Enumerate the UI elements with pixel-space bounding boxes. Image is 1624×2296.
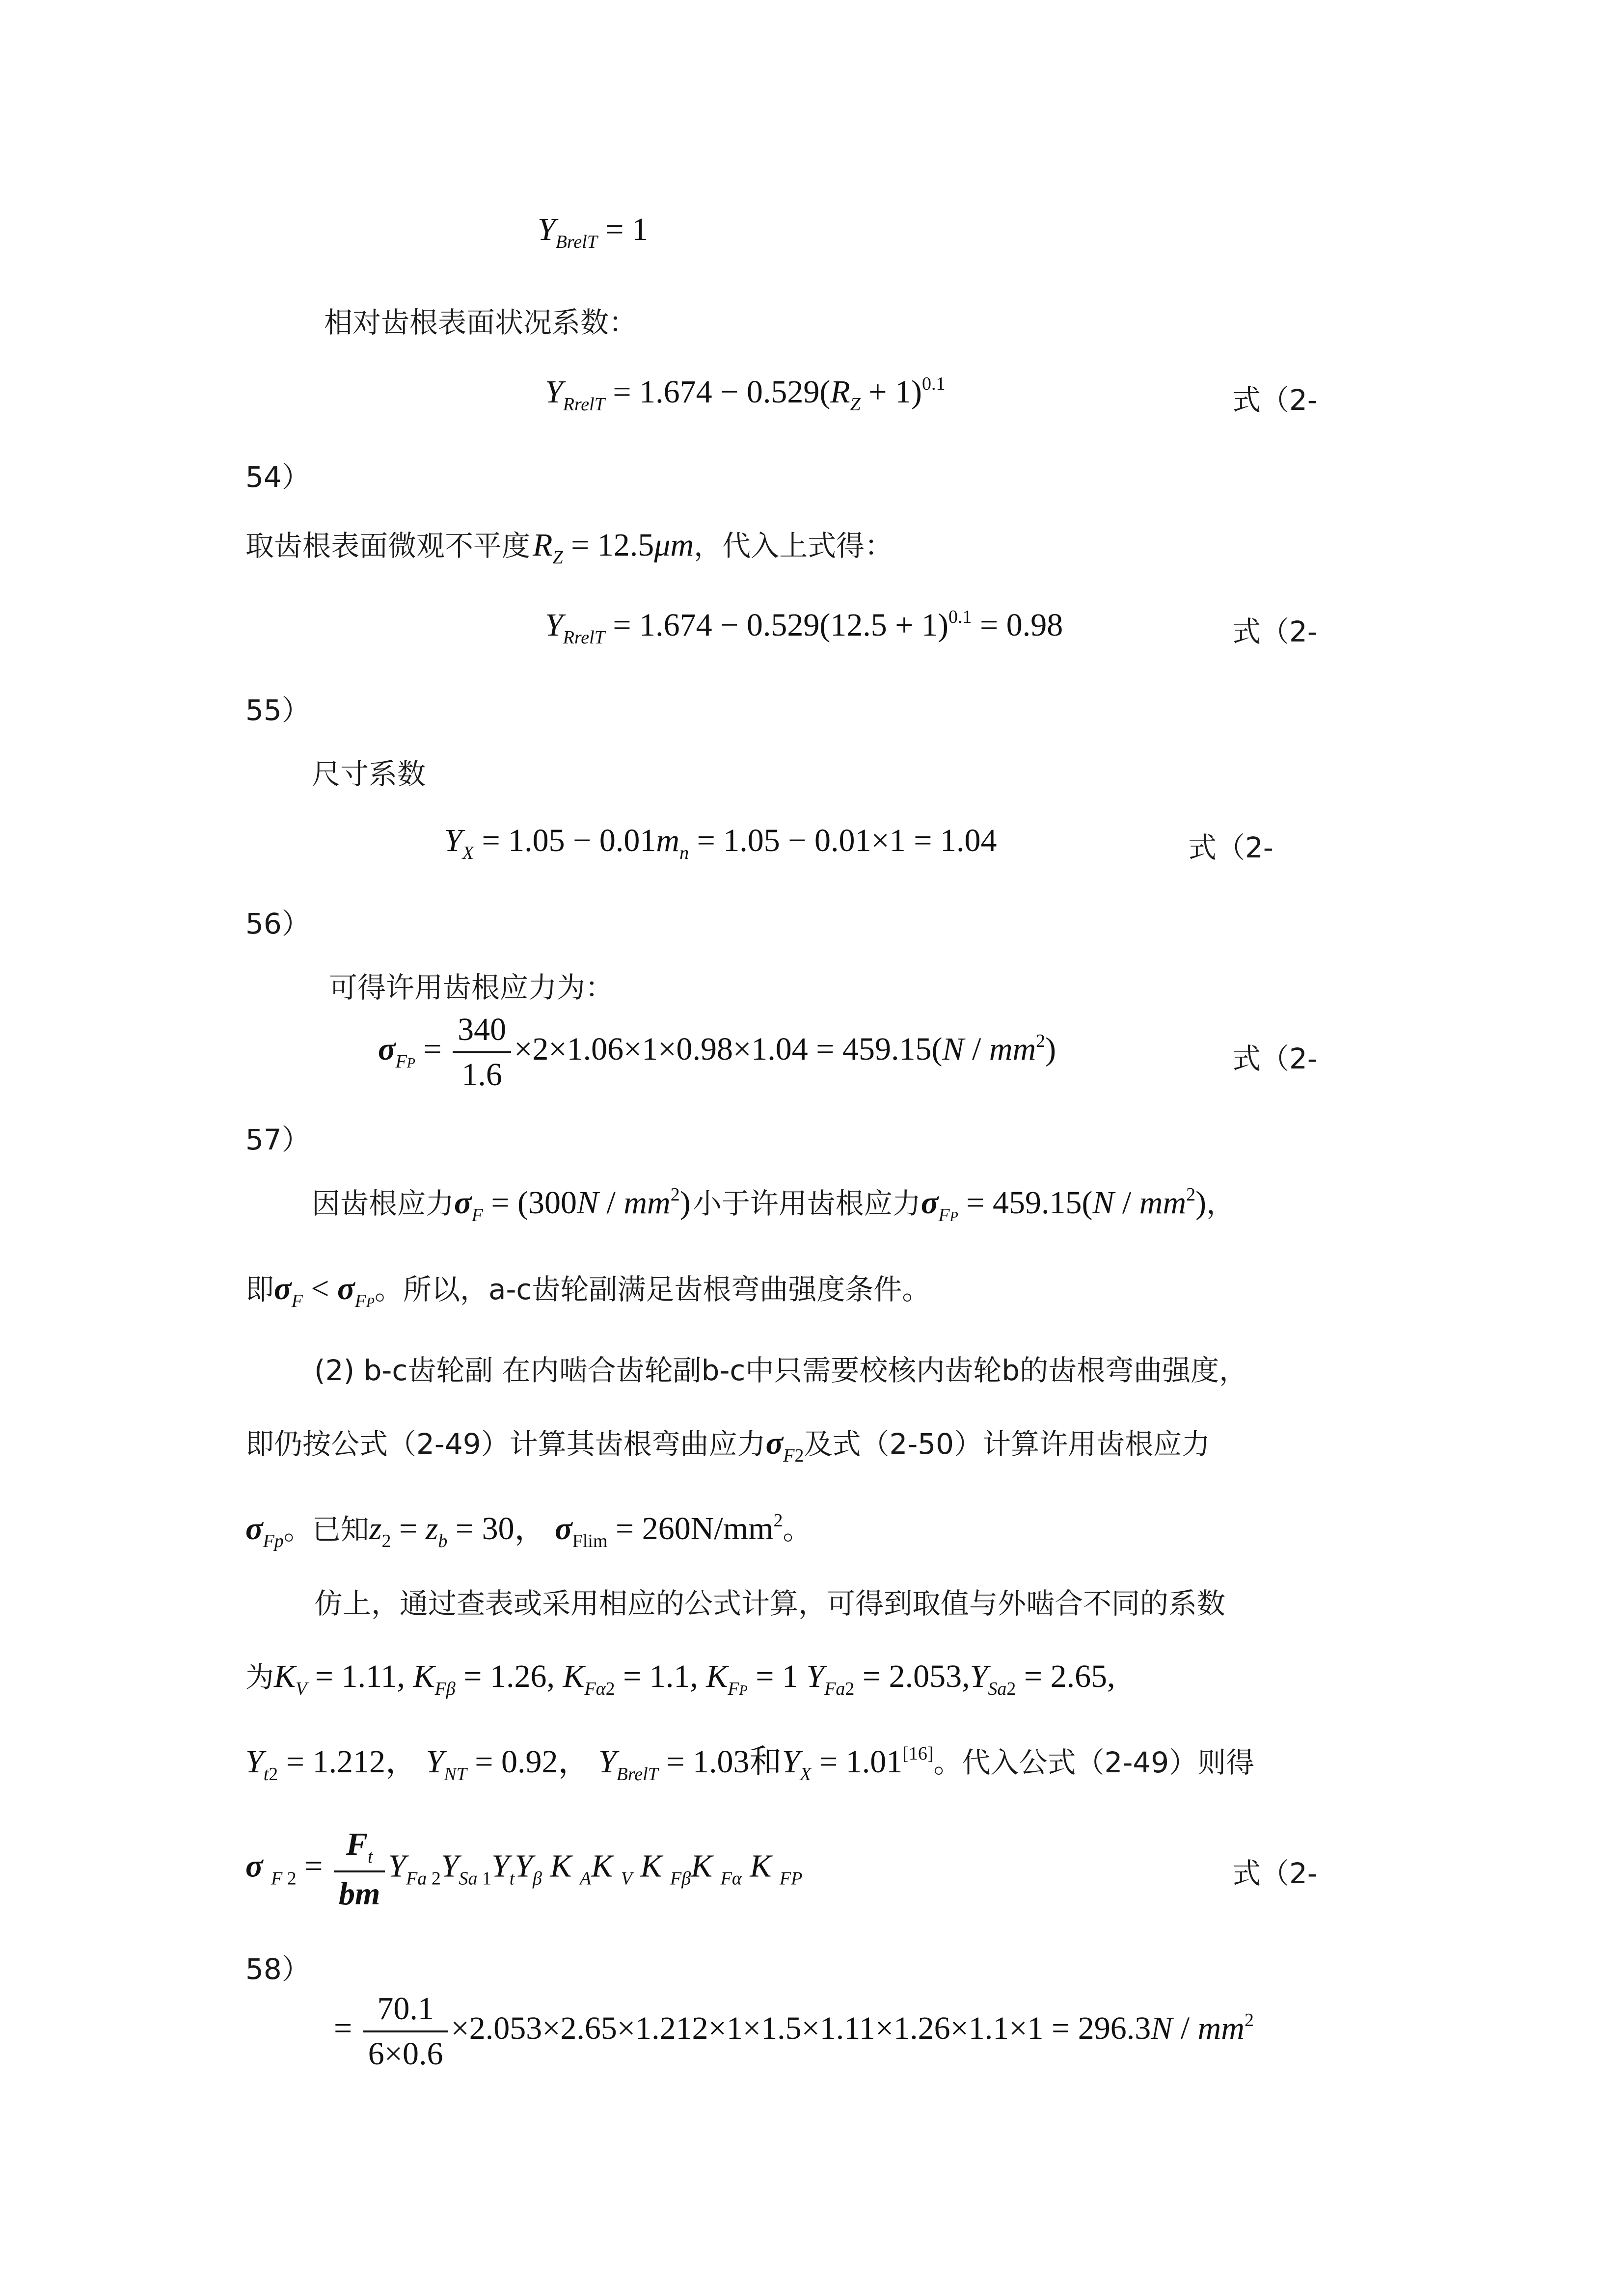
rz-text: 取齿根表面微观不平度 [245, 529, 531, 562]
kfp-value: = 1 [756, 1658, 798, 1694]
fraction-340-1.6 [453, 1011, 511, 1094]
paragraph-coefficients-2: $Y_{t2} = 1.212$， $Y_{NT} = 0.92$， $Y_{BrelT} = 1.03$和$Y_X = 1.01[16]$。代入公式（2-49）则得 [245, 1743, 1255, 1785]
equation-number-suffix: 55） [245, 694, 310, 727]
p1-allow: = 459.15( [966, 1185, 1093, 1221]
eq56-result: = 1.05 − 0.01×1 = 1.04 [697, 823, 997, 858]
paragraph-known: $\sigma_{Fp}$。已知$z_2 = z_b = 30$， $\sigma_{Flim} = 260N/mm^2$。 [245, 1510, 812, 1551]
equation-number-suffix: 54） [245, 460, 310, 494]
yfa-value: = 2.053, [862, 1658, 970, 1694]
p7-text: 为 [245, 1660, 274, 1694]
equation-2-58-result: = $\frac{70.1}{6\times 0.6}$ $\times 2.053\times 2.65\times 1.212\times 1\times 1.5\times 1.11\times 1.26\times 1.1\times 1 = 296.3N / mm^2$ [334, 1991, 1254, 2072]
rz-value: = 12.5 [571, 527, 654, 563]
equation-2-55: $Y_{RrelT} = 1.674 - 0.529(12.5 + 1)^{0.1} = 0.98$ [545, 607, 1063, 648]
equation-number-suffix: 58） [245, 1952, 310, 1986]
eq54-body: = 1.674 − 0.529( [613, 374, 831, 410]
p4-text-tail: 及式（2-50）计算许用齿根应力 [804, 1427, 1211, 1461]
label-size-factor: 尺寸系数 [312, 757, 426, 791]
kv-value: = 1.11, [315, 1658, 406, 1694]
ysa-value: = 2.65, [1024, 1658, 1115, 1694]
equation-number-prefix: 式（2- [1232, 383, 1318, 417]
equation-2-58: σ $_{F 2}$ = $\frac{F_t}{bm}$ $Y_{Fa 2}Y_{Sa 1}Y_tY_\beta$ K $_A$K $_V$ K $_{F\beta}$K $_{F\alpha}$ K $_{FP}$ [245, 1826, 803, 1912]
equation-number-prefix: 式（2- [1188, 831, 1273, 864]
paragraph-rz: 取齿根表面微观不平度 $R_Z = 12.5\mu m$，代入上式得： [245, 527, 893, 568]
rz-text-tail: ，代入上式得： [694, 529, 893, 562]
fraction-ft-bm: $\frac{F_t}{bm}$ [334, 1826, 385, 1913]
eq55-body: = 1.674 − 0.529(12.5 + 1) [613, 607, 948, 643]
kfa-value: = 1.1, [623, 1658, 698, 1694]
paragraph-bc-gear: (2) b-c齿轮副 在内啮合齿轮副b-c中只需要校核内齿轮b的齿根弯曲强度， [314, 1354, 1248, 1387]
yx-value: = 1.01 [819, 1744, 903, 1780]
equation-number-prefix: 式（2- [1232, 1042, 1318, 1075]
fraction-numerator: 70.1 [363, 1990, 448, 2032]
p5-sigma-lim: = 260N/mm [616, 1511, 774, 1547]
p5-period: 。 [783, 1513, 812, 1546]
p1-comma: ， [1206, 1187, 1235, 1220]
equation-number-prefix: 式（2- [1232, 1857, 1318, 1890]
paragraph-coefficients-intro: 仿上，通过查表或采用相应的公式计算，可得到取值与外啮合不同的系数 [314, 1587, 1226, 1620]
label-surface-factor: 相对齿根表面状况系数： [324, 306, 638, 339]
label-allowable-stress: 可得许用齿根应力为： [329, 971, 614, 1004]
p1-text: 因齿根应力 [312, 1187, 455, 1220]
ynt-value: = 0.92， [475, 1744, 591, 1780]
p5-text: 。已知 [283, 1513, 369, 1546]
eq57-body: ×2×1.06×1×0.98×1.04 = 459.15( [514, 1031, 943, 1068]
eq54-exponent: 0.1 [921, 374, 946, 394]
equation-2-56: $Y_X = 1.05 - 0.01m_n = 1.05 - 0.01\times 1 = 1.04$ [444, 823, 997, 863]
paragraph-conclusion: 即$\sigma_F < \sigma_{FP}$。所以，a-c齿轮副满足齿根弯曲强度条件。 [245, 1271, 931, 1311]
fraction-70.1-3.6 [363, 1990, 448, 2073]
yt-value: = 1.212， [286, 1744, 418, 1780]
equation-number-prefix: 式（2- [1232, 615, 1318, 648]
p8-text-tail: 。代入公式（2-49）则得 [933, 1746, 1255, 1779]
p5-z-value: = 30， [455, 1511, 547, 1547]
paragraph-stress-compare: 因齿根应力$\sigma_F = (300N / mm^2)$ 小于许用齿根应力$\sigma_{FP} = 459.15(N / mm^2)$， [312, 1184, 1235, 1226]
fraction-denominator: 1.6 [461, 1057, 502, 1093]
p1-stress: = (300 [491, 1185, 577, 1221]
fraction-denominator: 6×0.6 [368, 2036, 443, 2072]
p4-text: 即仍按公式（2-49）计算其齿根弯曲应力 [245, 1427, 766, 1461]
equation-2-57: $\sigma_{FP}$ = $\frac{340}{1.6}$ $\times 2\times 1.06\times 1\times 0.98\times 1.04 = 459.15(N / mm^2)$ [378, 1012, 1056, 1093]
equation-number-suffix: 56） [245, 907, 310, 940]
equation-2-54: $Y_{RrelT} = 1.674 - 0.529(R_Z + 1)^{0.1}$ [545, 374, 946, 415]
p2-text: 即 [245, 1273, 274, 1306]
paragraph-formula-ref: 即仍按公式（2-49）计算其齿根弯曲应力$\sigma_{F2}$及式（2-50）计算许用齿根应力 [245, 1425, 1211, 1466]
paragraph-coefficients: 为$K_V = 1.11$, $K_{F\beta} = 1.26$, $K_{F\alpha 2} = 1.1$, $K_{FP} = 1$ $Y_{Fa2} = 2.053,Y_{Sa2} = 2.65$, [245, 1658, 1115, 1699]
ybrel-value: = 1.03和 [666, 1744, 782, 1780]
fraction-numerator: 340 [453, 1011, 511, 1053]
eq58-result-body: ×2.053×2.65×1.212×1×1.5×1.11×1.26×1.1×1 = 296.3 [451, 2010, 1151, 2047]
p2-text-tail: 。所以，a-c齿轮副满足齿根弯曲强度条件。 [374, 1273, 931, 1306]
kfb-value: = 1.26, [463, 1658, 555, 1694]
eq55-exponent: 0.1 [948, 607, 972, 627]
equation-number-suffix: 57） [245, 1123, 310, 1156]
ybrelt-value: = 1 [605, 212, 649, 247]
eq54-end: + 1) [868, 374, 922, 410]
p1-text-mid: 小于许用齿根应力 [693, 1187, 921, 1220]
eq56-body: = 1.05 − 0.01 [482, 823, 656, 858]
citation-ref: [16] [902, 1743, 934, 1764]
equation-ybrelt: $Y_{BrelT} = 1$ [538, 212, 649, 252]
eq55-result: = 0.98 [980, 607, 1063, 643]
